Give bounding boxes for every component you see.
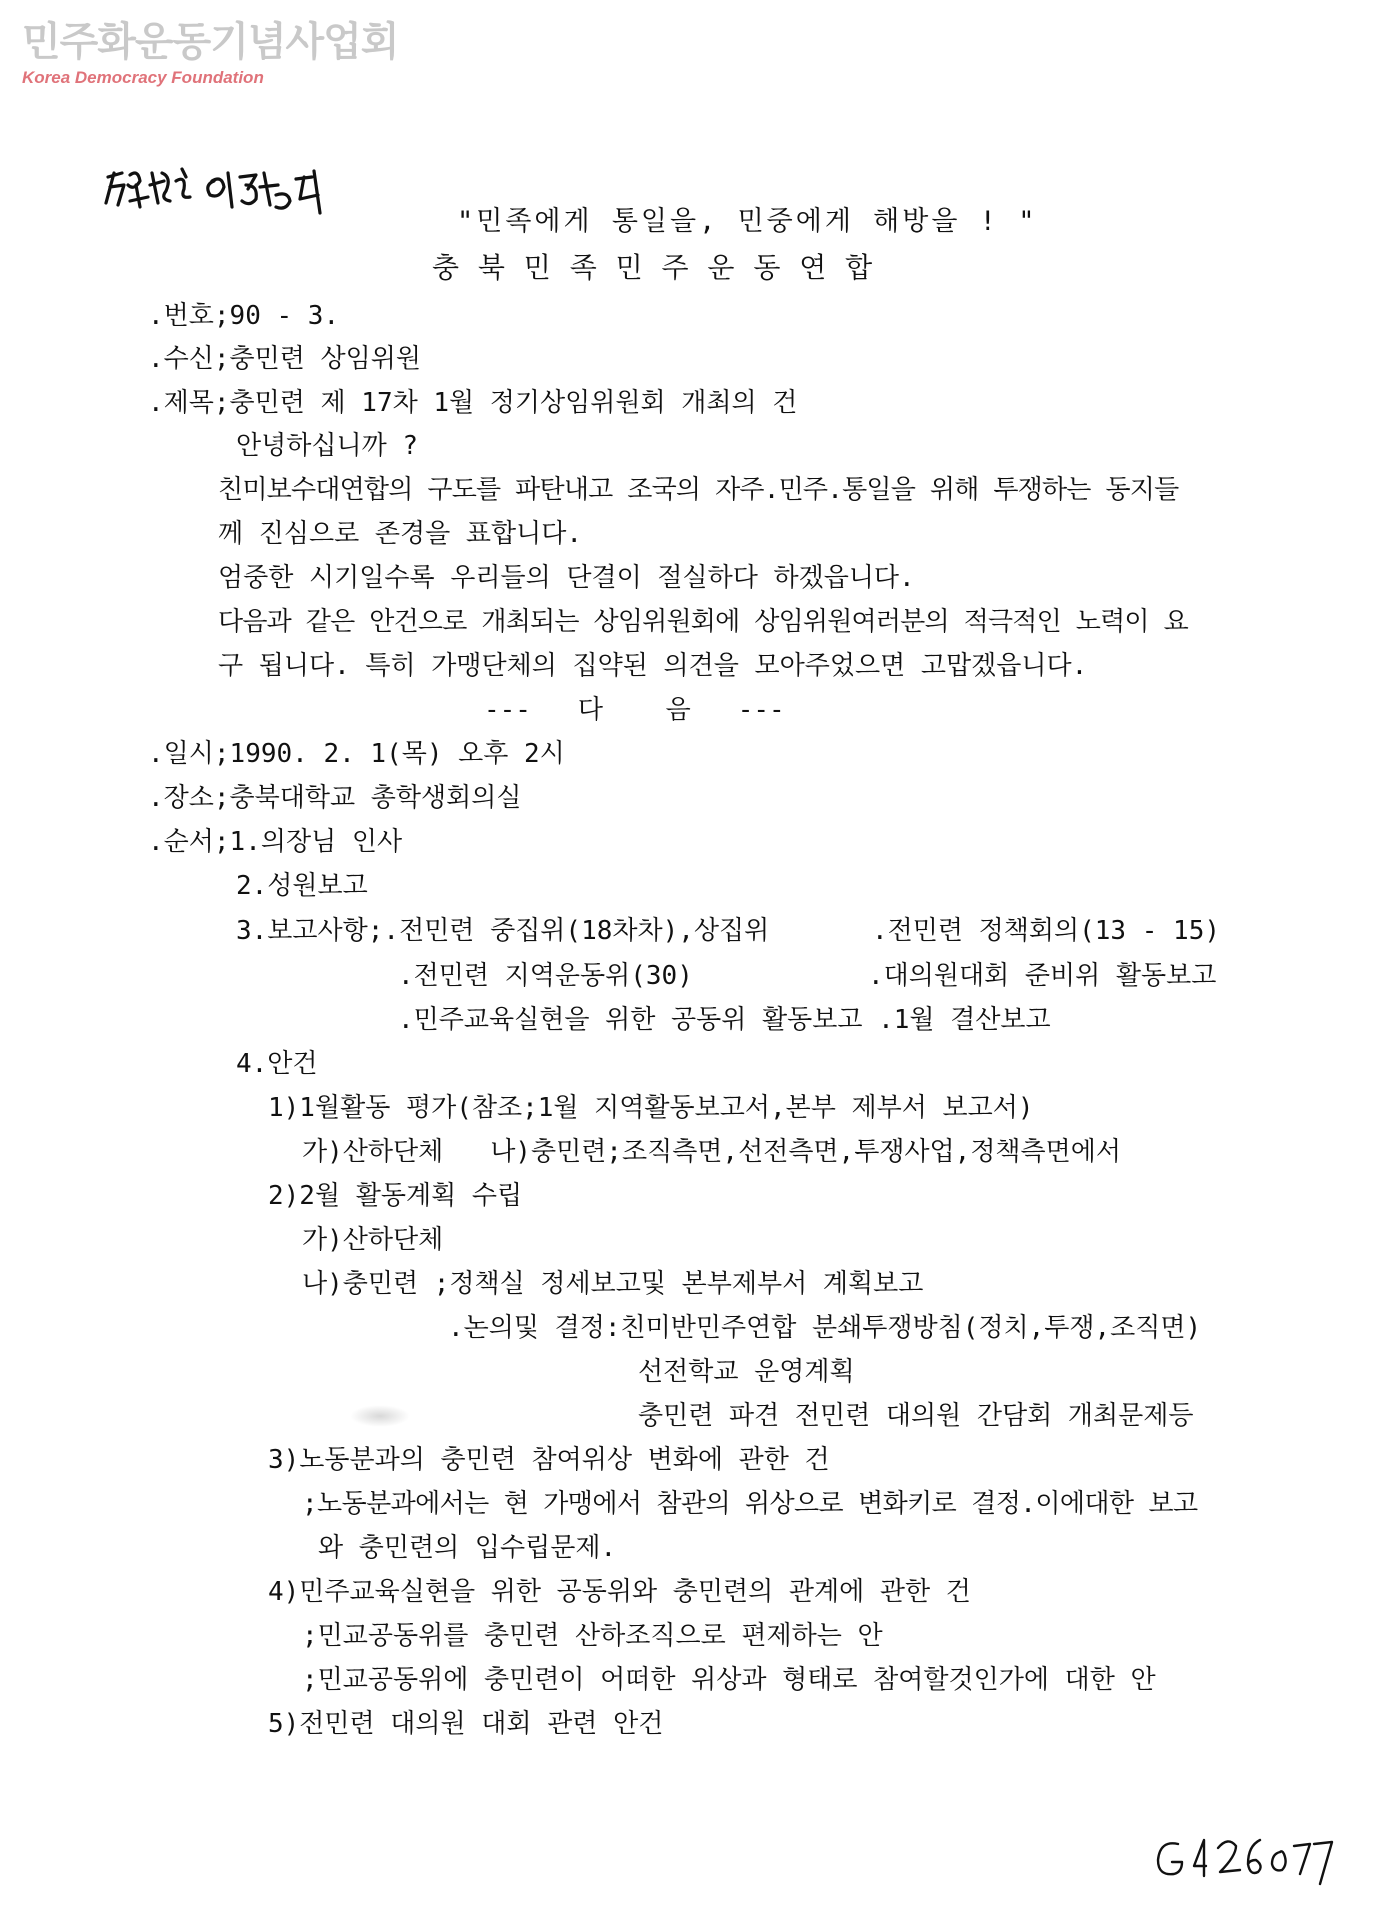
subject: .제목;충민련 제 17차 1월 정기상임위원회 개최의 건 — [148, 388, 798, 418]
agenda-item-4-a: ;민교공동위를 충민련 산하조직으로 편제하는 안 — [302, 1621, 883, 1651]
agenda-item-2-d: 선전학교 운영계획 — [638, 1357, 855, 1387]
handwritten-signature — [100, 155, 330, 225]
agenda-item-2-b: 나)충민련 ;정책실 정세보고및 본부제부서 계획보고 — [302, 1269, 924, 1299]
meeting-date: .일시;1990. 2. 1(목) 오후 2시 — [148, 739, 565, 769]
agenda-item-3-a: ;노동분과에서는 현 가맹에서 참관의 위상으로 변화키로 결정.이에대한 보고 — [302, 1489, 1198, 1519]
organization-name: 충 북 민 족 민 주 운 동 연 합 — [432, 251, 874, 284]
recipient: .수신;충민련 상임위원 — [148, 344, 422, 374]
scan-smudge — [350, 1405, 410, 1427]
order-3-report-c: .전민련 지역운동위(30) — [398, 961, 693, 991]
paragraph-3-line-2: 구 됩니다. 특히 가맹단체의 집약된 의견을 모아주었으면 고맙겠읍니다. — [218, 651, 1088, 681]
paragraph-2: 엄중한 시기일수록 우리들의 단결이 절실하다 하겠읍니다. — [218, 563, 915, 593]
paragraph-3-line-1: 다음과 같은 안건으로 개최되는 상임위원회에 상임위원여러분의 적극적인 노력이 요 — [218, 607, 1188, 637]
order-3-report-a: 3.보고사항;.전민련 중집위(18차차),상집위 — [236, 916, 770, 946]
agenda-item-1: 1)1월활동 평가(참조;1월 지역활동보고서,본부 제부서 보고서) — [268, 1093, 1034, 1123]
handwritten-archive-code — [1150, 1830, 1350, 1890]
watermark-logo — [22, 20, 398, 88]
section-divider: --- 다 음 --- — [484, 695, 785, 725]
agenda-item-1-sub: 가)산하단체 나)충민련;조직측면,선전측면,투쟁사업,정책측면에서 — [302, 1137, 1122, 1167]
agenda-item-2-a: 가)산하단체 — [302, 1225, 444, 1255]
order-3-report-d: .대의원대회 준비위 활동보고 — [868, 961, 1217, 991]
watermark-korean: 민주화운동기념사업회 — [22, 19, 399, 65]
order-3-report-e: .민주교육실현을 위한 공동위 활동보고 .1월 결산보고 — [398, 1005, 1051, 1035]
order-2: 2.성원보고 — [236, 871, 368, 901]
order-3-report-b: .전민련 정책회의(13 - 15) — [872, 916, 1220, 946]
order-4: 4.안건 — [236, 1049, 318, 1079]
agenda-item-2-c: .논의및 결정:친미반민주연합 분쇄투쟁방침(정치,투쟁,조직면) — [448, 1313, 1202, 1343]
paragraph-1-line-1: 친미보수대연합의 구도를 파탄내고 조국의 자주.민주.통일을 위해 투쟁하는 동지들 — [218, 475, 1179, 505]
agenda-item-4: 4)민주교육실현을 위한 공동위와 충민련의 관계에 관한 건 — [268, 1577, 971, 1607]
order-1: .순서;1.의장님 인사 — [148, 827, 403, 857]
agenda-item-3: 3)노동분과의 충민련 참여위상 변화에 관한 건 — [268, 1445, 830, 1475]
greeting: 안녕하십니까 ? — [236, 431, 419, 461]
agenda-item-5: 5)전민련 대의원 대회 관련 안건 — [268, 1709, 664, 1739]
agenda-item-4-b: ;민교공동위에 충민련이 어떠한 위상과 형태로 참여할것인가에 대한 안 — [302, 1665, 1156, 1695]
paragraph-1-line-2: 께 진심으로 존경을 표합니다. — [218, 519, 583, 549]
agenda-item-2-e: 충민련 파견 전민련 대의원 간담회 개최문제등 — [638, 1401, 1194, 1431]
slogan: "민족에게 통일을, 민중에게 해방을 ! " — [457, 206, 1038, 237]
agenda-item-3-b: 와 충민련의 입수립문제. — [318, 1533, 617, 1563]
meeting-place: .장소;충북대학교 총학생회의실 — [148, 783, 522, 813]
agenda-item-2: 2)2월 활동계획 수립 — [268, 1181, 523, 1211]
document-number: .번호;90 - 3. — [148, 301, 340, 331]
watermark-english: Korea Democracy Foundation — [22, 68, 264, 87]
